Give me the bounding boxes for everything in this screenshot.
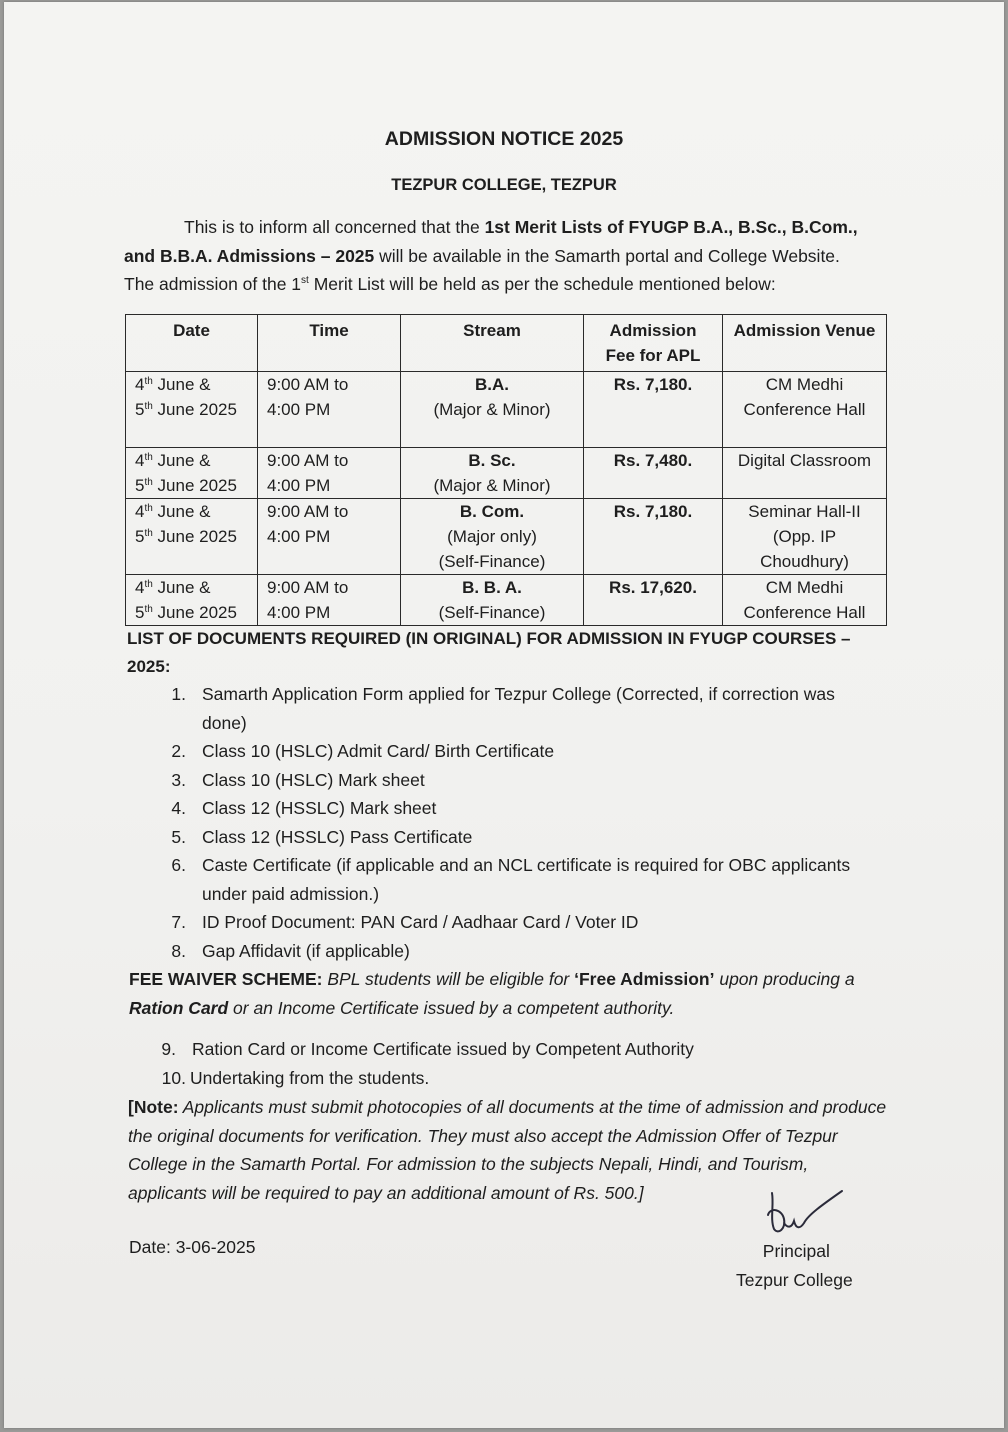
fee-waiver-scheme: FEE WAIVER SCHEME: BPL students will be eligible for ‘Free Admission’ upon producing a Ration Card or an Income Certificate issued by a competent authority. bbox=[129, 969, 855, 1018]
header-date: Date bbox=[126, 315, 258, 372]
note-text: Applicants must submit photocopies of all documents at the time of admission and produce the original documents for verification. They must also accept the Admission Offer of Tezpur College in the Samarth Portal. For admission to the subjects Nepali, Hindi, and Tourism, applicants will be required to pay an additional amount of Rs. 500.] bbox=[128, 1097, 887, 1203]
intro-bold-2: and B.B.A. Admissions – 2025 bbox=[124, 245, 375, 266]
intro-text-2: will be available in the Samarth portal and College Website. bbox=[374, 245, 840, 266]
table-row bbox=[126, 372, 887, 448]
cell-time: 9:00 AM to 4:00 PM bbox=[258, 372, 401, 448]
table-row bbox=[126, 575, 887, 626]
note-label: [Note: bbox=[128, 1097, 179, 1117]
intro-sup: st bbox=[301, 275, 309, 286]
cell-venue: CM Medhi Conference Hall bbox=[723, 372, 887, 448]
header-fee-line1: Admission bbox=[609, 321, 697, 340]
list-item: 3. Class 10 (HSLC) Mark sheet bbox=[171, 769, 425, 790]
header-stream: Stream bbox=[401, 315, 584, 372]
table-row bbox=[126, 499, 887, 575]
cell-fee: Rs. 17,620. bbox=[584, 575, 723, 626]
intro-text-3: The admission of the 1 bbox=[124, 274, 302, 294]
header-venue: Admission Venue bbox=[723, 315, 887, 372]
fee-waiver-label: FEE WAIVER SCHEME: bbox=[129, 969, 323, 989]
list-item: 1. Samarth Application Form applied for Tezpur College (Corrected, if correction was done) bbox=[171, 684, 835, 733]
notice-date: Date: 3-06-2025 bbox=[129, 1237, 256, 1257]
cell-fee: Rs. 7,180. bbox=[584, 372, 723, 448]
principal-signature bbox=[760, 1185, 850, 1240]
documents-list bbox=[130, 680, 870, 965]
cell-stream: B.A. (Major & Minor) bbox=[401, 372, 584, 448]
college-name: TEZPUR COLLEGE, TEZPUR bbox=[391, 176, 617, 194]
table-row bbox=[126, 448, 887, 499]
cell-time: 9:00 AM to 4:00 PM bbox=[258, 575, 401, 626]
cell-time: 9:00 AM to 4:00 PM bbox=[258, 499, 401, 575]
cell-date: 4th June & 5th June 2025 bbox=[126, 499, 258, 575]
list-item: 6. Caste Certificate (if applicable and an NCL certificate is required for OBC applicants under paid admission.) bbox=[171, 855, 851, 904]
signatory-block bbox=[736, 1237, 853, 1294]
cell-date: 4th June & 5th June 2025 bbox=[126, 448, 258, 499]
header-time: Time bbox=[258, 315, 401, 372]
admission-schedule-table bbox=[125, 314, 887, 626]
list-item: 8. Gap Affidavit (if applicable) bbox=[171, 940, 410, 961]
list-item: 9. Ration Card or Income Certificate issued by Competent Authority bbox=[161, 1039, 694, 1059]
documents-list-continued bbox=[130, 1035, 870, 1092]
list-item: 4. Class 12 (HSSLC) Mark sheet bbox=[171, 798, 437, 818]
intro-text: This is to inform all concerned that the bbox=[184, 217, 485, 237]
cell-venue: Seminar Hall-II (Opp. IP Choudhury) bbox=[723, 499, 887, 575]
cell-stream: B. Sc. (Major & Minor) bbox=[401, 448, 584, 499]
list-item: 5. Class 12 (HSSLC) Pass Certificate bbox=[171, 826, 473, 847]
intro-bold-1: 1st Merit Lists of FYUGP B.A., B.Sc., B.Com., bbox=[484, 217, 858, 237]
cell-venue: CM Medhi Conference Hall bbox=[723, 575, 887, 626]
cell-date: 4th June & 5th June 2025 bbox=[126, 372, 258, 448]
cell-date: 4th June & 5th June 2025 bbox=[126, 575, 258, 626]
table-header-row bbox=[126, 315, 887, 372]
cell-stream: B. Com. (Major only) (Self-Finance) bbox=[401, 499, 584, 575]
intro-paragraph bbox=[124, 213, 894, 299]
notice-title: ADMISSION NOTICE 2025 bbox=[384, 128, 624, 150]
signatory-org: Tezpur College bbox=[736, 1269, 853, 1290]
list-item: 7. ID Proof Document: PAN Card / Aadhaar Card / Voter ID bbox=[171, 912, 639, 932]
cell-venue: Digital Classroom bbox=[723, 448, 887, 499]
signatory-role: Principal bbox=[762, 1241, 830, 1261]
list-item: 10. Undertaking from the students. bbox=[161, 1067, 430, 1088]
cell-time: 9:00 AM to 4:00 PM bbox=[258, 448, 401, 499]
header-fee bbox=[584, 315, 723, 372]
list-item: 2. Class 10 (HSLC) Admit Card/ Birth Certificate bbox=[171, 741, 555, 761]
cell-fee: Rs. 7,480. bbox=[584, 448, 723, 499]
cell-stream: B. B. A. (Self-Finance) bbox=[401, 575, 584, 626]
cell-fee: Rs. 7,180. bbox=[584, 499, 723, 575]
header-fee-line2: Fee for APL bbox=[605, 346, 701, 365]
intro-text-4: Merit List will be held as per the schedule mentioned below: bbox=[308, 274, 776, 294]
documents-heading: LIST OF DOCUMENTS REQUIRED (IN ORIGINAL) FOR ADMISSION IN FYUGP COURSES – 2025: bbox=[127, 629, 851, 676]
